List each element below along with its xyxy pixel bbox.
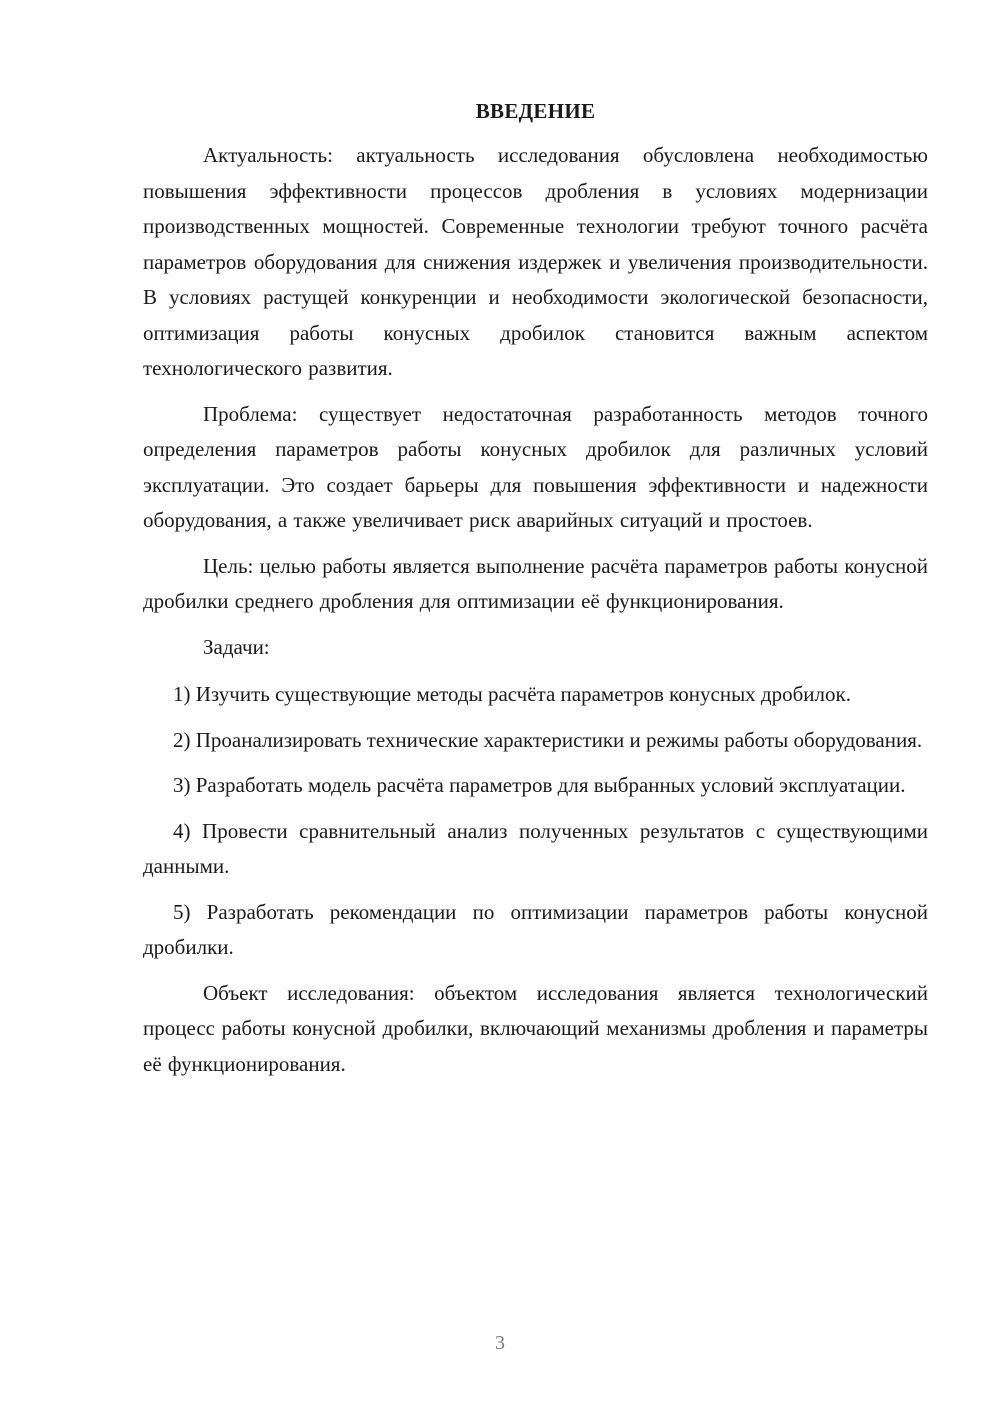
task-item-5: 5) Разработать рекомендации по оптимизации параметров работы конусной дробилки. [143,899,928,959]
paragraph-problem: Проблема: существует недостаточная разработанность методов точного определения параметров работы конусных дробилок для различных условий эксплуатации. Это создает барьеры для повышения эффективности и надежности оборудования, а также увеличивает риск аварийных ситуаций и простоев. [143,401,928,532]
task-item-1: 1) Изучить существующие методы расчёта параметров конусных дробилок. [173,682,851,706]
document-page [143,94,928,1092]
task-item-3: 3) Разработать модель расчёта параметров для выбранных условий эксплуатации. [173,773,906,797]
paragraph-object: Объект исследования: объектом исследования является технологический процесс работы конусной дробилки, включающий механизмы дробления и параметры её функционирования. [143,980,928,1076]
paragraph-relevance: Актуальность: актуальность исследования обусловлена необходимостью повышения эффективности процессов дробления в условиях модернизации производственных мощностей. Современные технологии требуют точного расчёта параметров оборудования для снижения издержек и увеличения производительности. В условиях растущей конкуренции и необходимости экологической безопасности, оптимизация работы конусных дробилок становится важным аспектом технологического развития. [143,143,928,380]
paragraph-goal: Цель: целью работы является выполнение расчёта параметров работы конусной дробилки среднего дробления для оптимизации её функционирования. [143,553,928,613]
section-heading: ВВЕДЕНИЕ [475,99,596,123]
page-number: 3 [495,1332,505,1354]
task-item-2: 2) Проанализировать технические характеристики и режимы работы оборудования. [173,727,923,752]
tasks-label: Задачи: [203,634,270,659]
task-item-4: 4) Провести сравнительный анализ полученных результатов с существующими данными. [143,818,928,878]
